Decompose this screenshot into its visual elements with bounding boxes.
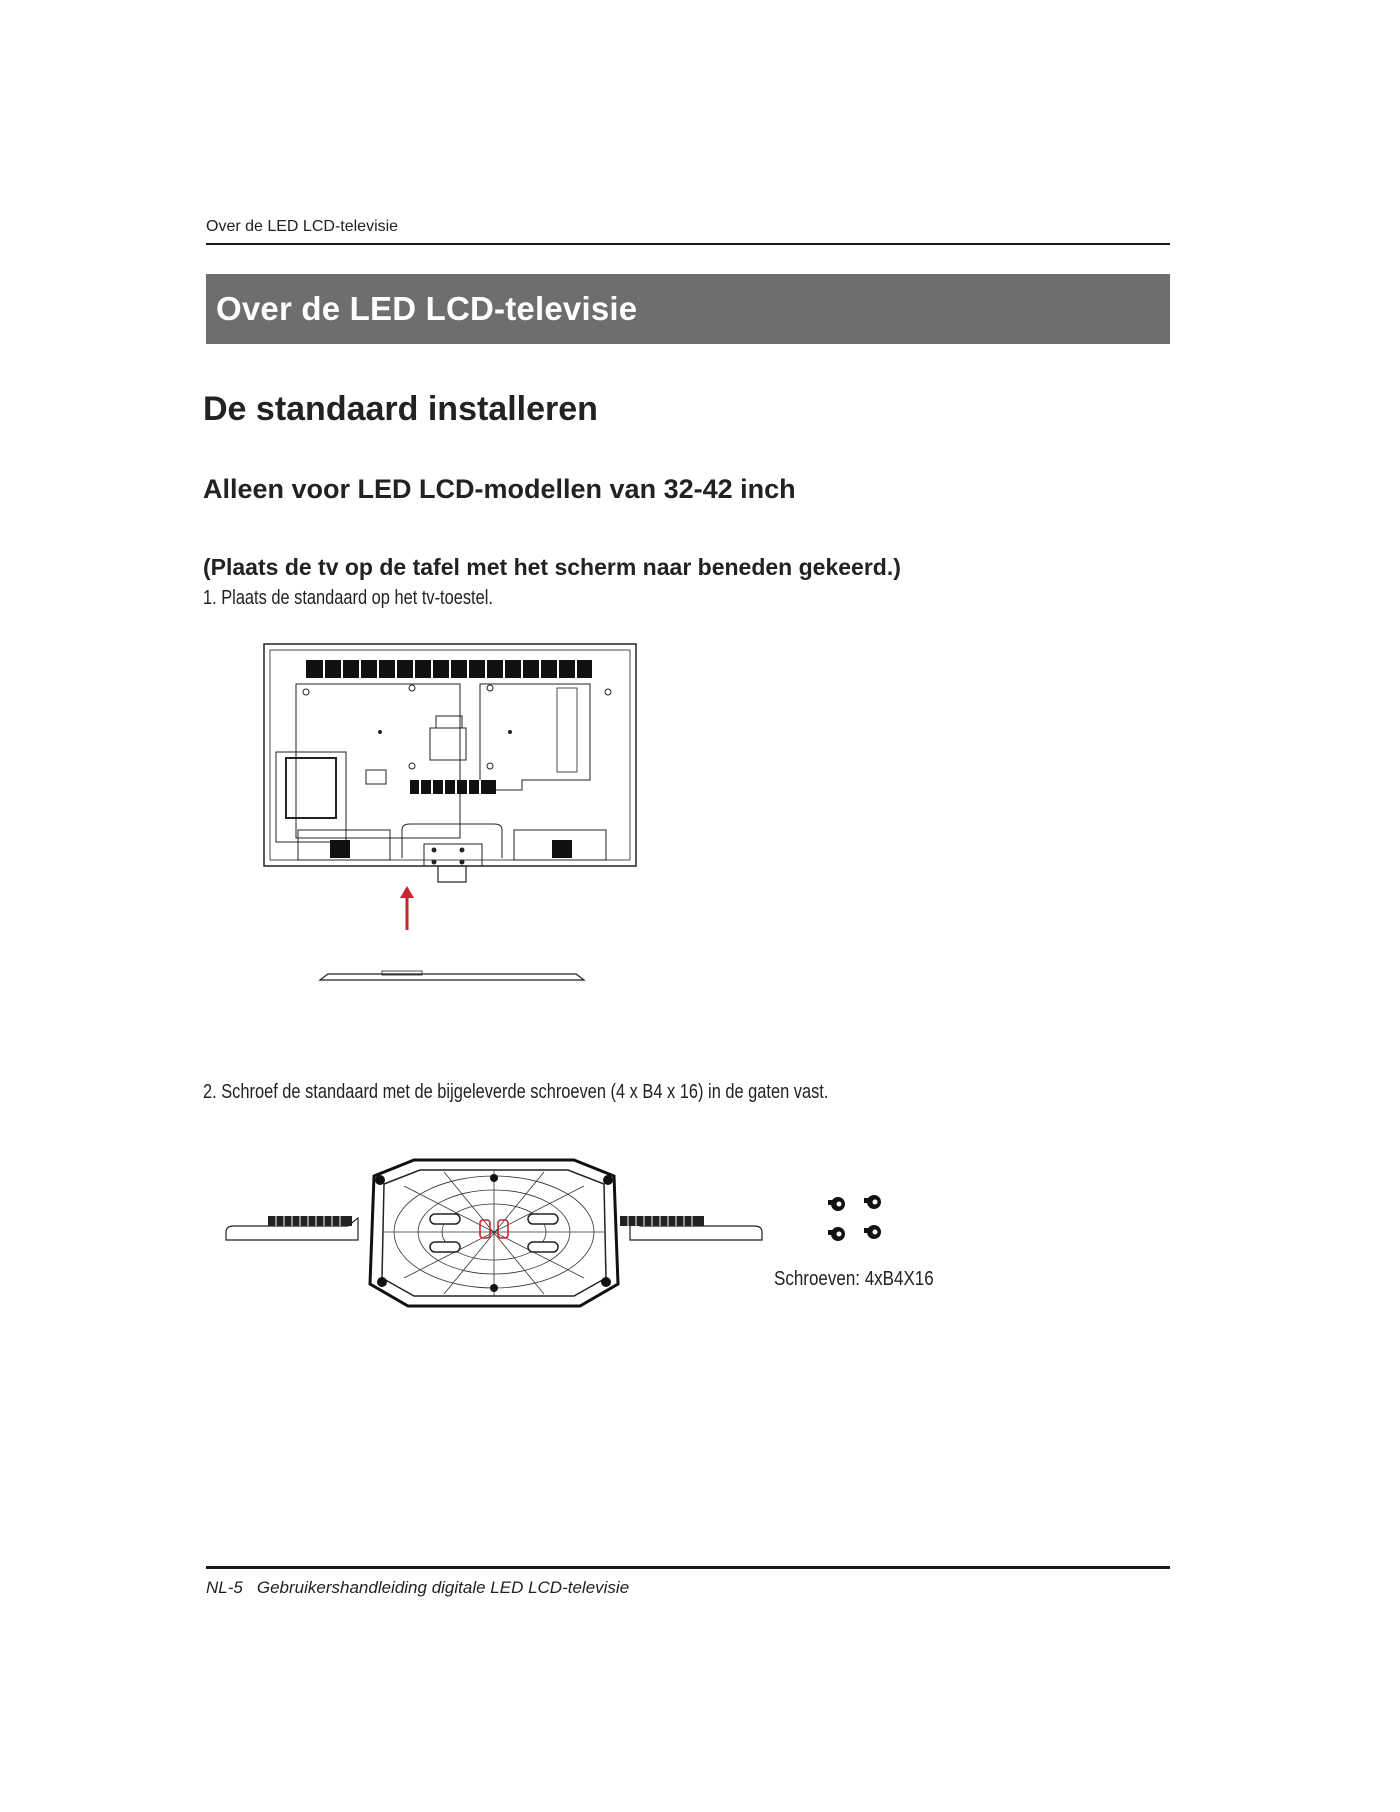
- step-1-text: 1. Plaats de standaard op het tv-toestel.: [203, 587, 493, 609]
- section-title: Over de LED LCD-televisie: [216, 290, 638, 327]
- page-heading: De standaard installeren: [203, 390, 598, 428]
- footer-rule: [206, 1566, 1170, 1569]
- step-2-text: 2. Schroef de standaard met de bijgeleverde schroeven (4 x B4 x 16) in de gaten vast.: [203, 1081, 829, 1103]
- screws-icon: [824, 1190, 896, 1246]
- page-number: NL-5: [206, 1578, 243, 1597]
- instruction-note: (Plaats de tv op de tafel met het scherm naar beneden gekeerd.): [203, 554, 901, 580]
- page-footer: [206, 1578, 629, 1598]
- section-banner: [206, 274, 1170, 344]
- stand-base-side: [320, 974, 584, 980]
- model-subheading: Alleen voor LED LCD-modellen van 32-42 inch: [203, 474, 796, 504]
- running-header: Over de LED LCD-televisie: [206, 218, 399, 235]
- screws-caption: Schroeven: 4xB4X16: [774, 1268, 934, 1290]
- manual-title: Gebruikershandleiding digitale LED LCD-televisie: [256, 1578, 630, 1597]
- header-rule: [206, 243, 1170, 245]
- tv-rear-diagram: [262, 640, 642, 990]
- stand-base-diagram: [224, 1156, 764, 1316]
